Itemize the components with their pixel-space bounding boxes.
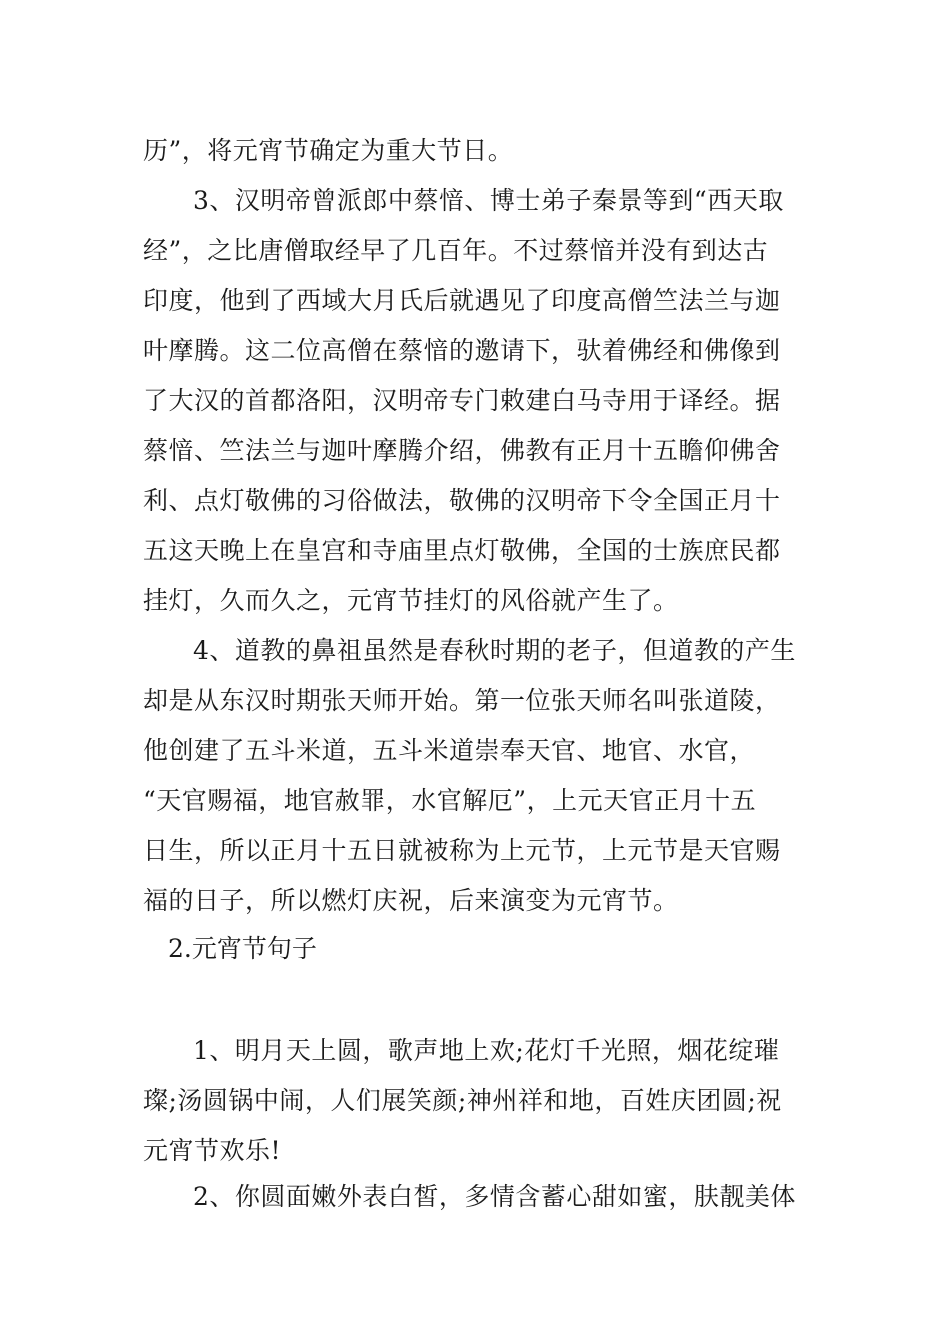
paragraph-4	[143, 626, 808, 926]
text-line: 2、你圆面嫩外表白皙，多情含蓄心甜如蜜，肤靓美体	[193, 1182, 796, 1211]
text-line: 3、汉明帝曾派郎中蔡愔、博士弟子秦景等到“西天取	[193, 186, 784, 215]
text-line: 五这天晚上在皇宫和寺庙里点灯敬佛，全国的士族庶民都	[143, 536, 781, 565]
sentence-item-1	[143, 1026, 808, 1176]
text-line: 经”，之比唐僧取经早了几百年。不过蔡愔并没有到达古	[143, 236, 769, 265]
text-line: 印度，他到了西域大月氏后就遇见了印度高僧竺法兰与迦	[143, 286, 781, 315]
text-line: 元宵节欢乐!	[143, 1136, 282, 1165]
paragraph-continuation	[143, 126, 808, 176]
text-line: 历”，将元宵节确定为重大节日。	[143, 136, 514, 165]
text-line: 蔡愔、竺法兰与迦叶摩腾介绍，佛教有正月十五瞻仰佛舍	[143, 436, 781, 465]
text-line: 他创建了五斗米道，五斗米道崇奉天官、地官、水官，	[143, 736, 756, 765]
text-line: 了大汉的首都洛阳，汉明帝专门敕建白马寺用于译经。据	[143, 386, 781, 415]
text-line: 福的日子，所以燃灯庆祝，后来演变为元宵节。	[143, 886, 679, 915]
text-line: 日生，所以正月十五日就被称为上元节，上元节是天官赐	[143, 836, 781, 865]
paragraph-3	[143, 176, 808, 626]
text-line: 叶摩腾。这二位高僧在蔡愔的邀请下，驮着佛经和佛像到	[143, 336, 781, 365]
text-line: “天官赐福，地官赦罪，水官解厄”，上元天官正月十五	[143, 786, 757, 815]
text-line: 4、道教的鼻祖虽然是春秋时期的老子，但道教的产生	[193, 636, 796, 665]
text-line: 挂灯，久而久之，元宵节挂灯的风俗就产生了。	[143, 586, 679, 615]
section-heading: 2.元宵节句子	[168, 934, 317, 963]
sentence-item-2	[143, 1172, 808, 1222]
text-line: 1、明月天上圆，歌声地上欢;花灯千光照，烟花绽璀	[193, 1036, 780, 1065]
text-line: 利、点灯敬佛的习俗做法，敬佛的汉明帝下令全国正月十	[143, 486, 781, 515]
text-line: 却是从东汉时期张天师开始。第一位张天师名叫张道陵，	[143, 686, 781, 715]
text-line: 璨;汤圆锅中闹，人们展笑颜;神州祥和地，百姓庆团圆;祝	[143, 1086, 782, 1115]
